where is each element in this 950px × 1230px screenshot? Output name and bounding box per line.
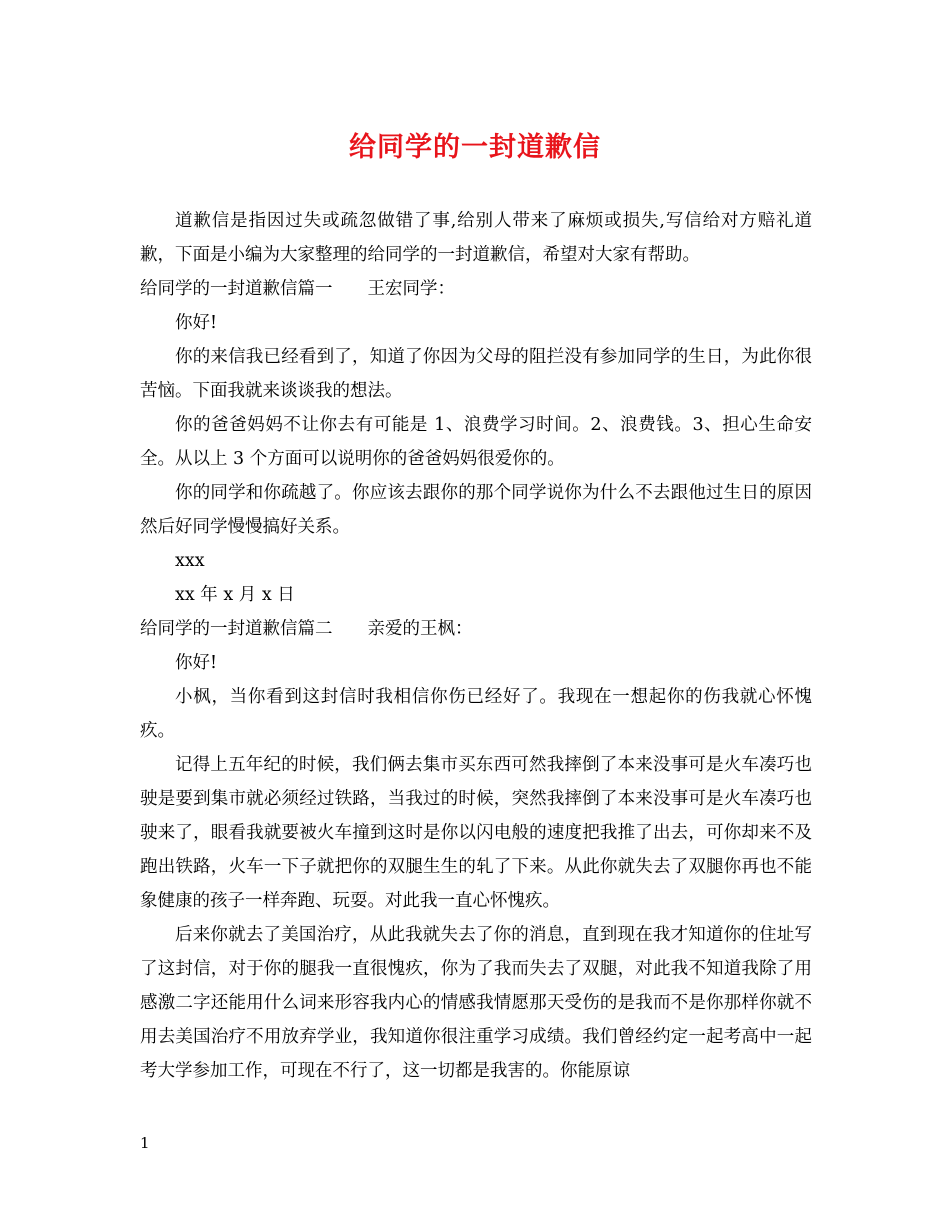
letter-one-paragraph: 你的同学和你疏越了。你应该去跟你的那个同学说你为什么不去跟他过生日的原因然后好同学慢慢搞好关系。 (140, 483, 812, 537)
letter-one-paragraph: 你的来信我已经看到了，知道了你因为父母的阻拦没有参加同学的生日，为此你很苦恼。下面我就来谈谈我的想法。 (140, 347, 812, 401)
letter-one-signature: xxx (175, 551, 205, 571)
letter-two-paragraph: 小枫，当你看到这封信时我相信你伤已经好了。我现在一想起你的伤我就心怀愧疚。 (140, 687, 812, 741)
letter-two-greeting: 你好! (175, 653, 218, 673)
letter-two-paragraph: 后来你就去了美国治疗，从此我就失去了你的消息，直到现在我才知道你的住址写了这封信，对于你的腿我一直很愧疚，你为了我而失去了双腿，对此我不知道我除了用感激二字还能用什么词来形容我内心的情感我情愿那天受伤的是我而不是你那样你就不用去美国治疗不用放弃学业，我知道你很注重学习成绩。我们曾经约定一起考高中一起考大学参加工作，可现在不行了，这一切都是我害的。你能原谅 (140, 925, 812, 1081)
letter-two-heading: 给同学的一封道歉信篇二 亲爱的王枫： (140, 619, 473, 639)
document-title: 给同学的一封道歉信 (349, 132, 601, 163)
document-body (140, 204, 812, 1088)
letter-one-date: xx 年 x 月 x 日 (175, 585, 295, 605)
letter-one-paragraph: 你的爸爸妈妈不让你去有可能是 1、浪费学习时间。2、浪费钱。3、担心生命安全。从以上 3 个方面可以说明你的爸爸妈妈很爱你的。 (140, 415, 812, 469)
letter-one-greeting: 你好! (175, 313, 218, 333)
intro-paragraph: 道歉信是指因过失或疏忽做错了事,给别人带来了麻烦或损失,写信给对方赔礼道歉，下面是小编为大家整理的给同学的一封道歉信，希望对大家有帮助。 (140, 211, 812, 265)
letter-one-heading: 给同学的一封道歉信篇一 王宏同学： (140, 279, 455, 299)
page-number: 1 (140, 1134, 150, 1152)
letter-two-paragraph: 记得上五年纪的时候，我们俩去集市买东西可然我摔倒了本来没事可是火车凑巧也驶是要到集市就必须经过铁路，当我过的时候，突然我摔倒了本来没事可是火车凑巧也驶来了，眼看我就要被火车撞到这时是你以闪电般的速度把我推了出去，可你却来不及跑出铁路，火车一下子就把你的双腿生生的轧了下来。从此你就失去了双腿你再也不能象健康的孩子一样奔跑、玩耍。对此我一直心怀愧疚。 (140, 755, 812, 911)
